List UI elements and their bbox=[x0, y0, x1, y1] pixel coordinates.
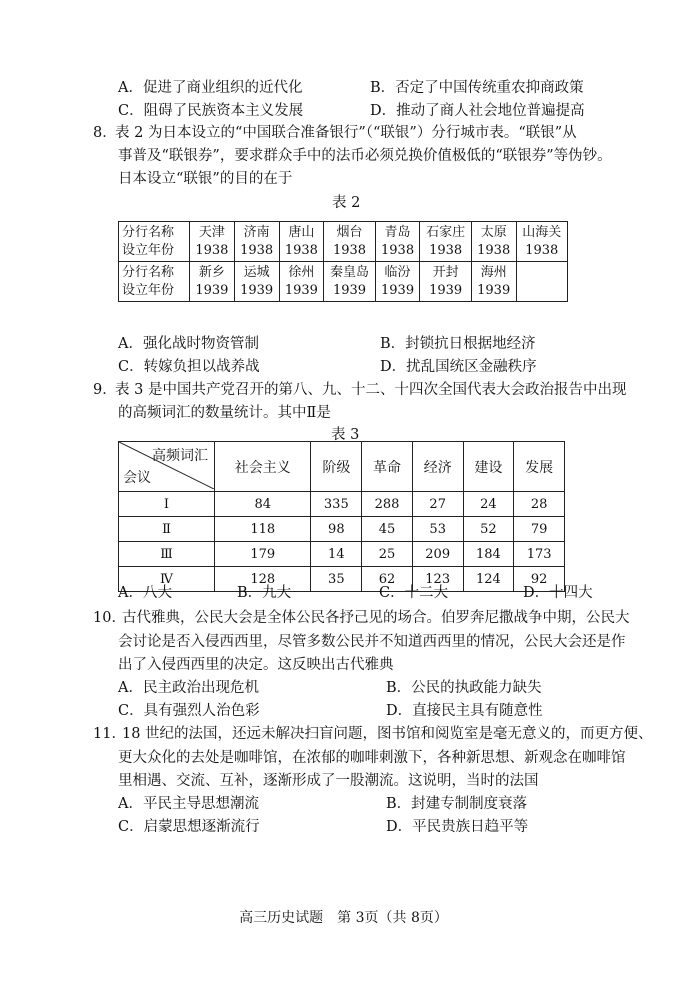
q11-option-c: C．启蒙思想逐渐流行 bbox=[118, 819, 260, 835]
table-row bbox=[119, 517, 565, 542]
column-header: 革命 bbox=[362, 442, 413, 492]
table-cell: 烟台 1938 bbox=[324, 222, 375, 262]
q10-options-row-1 bbox=[118, 676, 638, 698]
table-cell: 济南 1938 bbox=[234, 222, 279, 262]
column-header: 阶级 bbox=[311, 442, 362, 492]
q10-stem-line-3: 出了入侵西西里的决定。这反映出古代雅典 bbox=[118, 657, 394, 673]
q7-option-b: B．否定了中国传统重农抑商政策 bbox=[370, 80, 584, 96]
q11-options-row-2 bbox=[118, 815, 638, 837]
q11-options-row-1 bbox=[118, 792, 638, 814]
page-footer: 高三历史试题 第 3页（共 8页） bbox=[239, 910, 448, 926]
table-cell: 84 bbox=[215, 492, 311, 517]
q9-option-a: A．八大 bbox=[118, 585, 172, 601]
column-header: 经济 bbox=[412, 442, 463, 492]
q11-stem-line-2: 更大众化的去处是咖啡馆，在浓郁的咖啡刺激下，各种新思想、新观念在咖啡馆 bbox=[118, 750, 626, 766]
table-cell: 唐山 1938 bbox=[279, 222, 324, 262]
table-cell: 53 bbox=[412, 517, 463, 542]
table-row bbox=[119, 542, 565, 567]
q8-options-row-2 bbox=[118, 355, 638, 377]
table-cell: 79 bbox=[514, 517, 565, 542]
table-cell: 52 bbox=[463, 517, 514, 542]
table-header-row bbox=[119, 442, 565, 492]
q9-options-row bbox=[118, 581, 598, 603]
q8-stem-line-1: 表 2 为日本设立的“中国联合准备银行”（“联银”）分行城市表。“联银”从 bbox=[115, 125, 577, 141]
q10-stem-line-2: 会讨论是否入侵西西里，尽管多数公民并不知道西西里的情况，公民大会还是作 bbox=[118, 634, 626, 650]
q10-option-a: A．民主政治出现危机 bbox=[118, 680, 259, 696]
row-header: 分行名称 设立年份 bbox=[119, 262, 190, 302]
q10-options-row-2 bbox=[118, 699, 638, 721]
table-cell: 62 bbox=[362, 567, 413, 592]
table-cell: 石家庄 1938 bbox=[420, 222, 471, 262]
column-header: 建设 bbox=[463, 442, 514, 492]
table-cell: 24 bbox=[463, 492, 514, 517]
table-cell: 35 bbox=[311, 567, 362, 592]
q8-option-c: C．转嫁负担以战养战 bbox=[118, 359, 260, 375]
q8-option-d: D．扰乱国统区金融秩序 bbox=[380, 359, 537, 375]
diagonal-header-cell bbox=[119, 442, 215, 492]
row-label: Ⅲ bbox=[119, 542, 215, 567]
q11-stem-line-3: 里相遇、交流、互补，逐渐形成了一股潮流。这说明，当时的法国 bbox=[118, 773, 539, 789]
table-cell: 临汾 1939 bbox=[375, 262, 420, 302]
table-cell: 288 bbox=[362, 492, 413, 517]
q11-stem-line-1: 18 世纪的法国，还远未解决扫盲问题，图书馆和阅览室是毫无意义的，而更方便、 bbox=[122, 726, 653, 742]
q10-option-d: D．直接民主具有随意性 bbox=[386, 703, 543, 719]
table-cell: 青岛 1938 bbox=[375, 222, 420, 262]
q9-option-b: B．九大 bbox=[237, 585, 292, 601]
q9-stem-line-2: 的高频词汇的数量统计。其中Ⅱ是 bbox=[118, 405, 331, 421]
table-cell: 秦皇岛 1939 bbox=[324, 262, 375, 302]
q7-option-a: A．促进了商业组织的近代化 bbox=[118, 80, 303, 96]
q7-option-d: D．推动了商人社会地位普遍提高 bbox=[370, 103, 585, 119]
q7-options-row-2 bbox=[118, 99, 638, 121]
q11-option-d: D．平民贵族日趋平等 bbox=[386, 819, 529, 835]
q8-stem-line-3: 日本设立“联银”的目的在于 bbox=[118, 171, 293, 187]
q8-stem-line-2: 事普及“联银券”，要求群众手中的法币必须兑换价值极低的“联银券”等伪钞。 bbox=[118, 148, 612, 164]
table-cell: 运城 1939 bbox=[234, 262, 279, 302]
table-row bbox=[119, 222, 568, 262]
table-cell: 124 bbox=[463, 567, 514, 592]
table-row bbox=[119, 262, 568, 302]
table-2-title: 表 2 bbox=[332, 195, 361, 211]
table-cell: 海州 1939 bbox=[471, 262, 516, 302]
table-cell: 128 bbox=[215, 567, 311, 592]
table-cell-empty bbox=[516, 262, 567, 302]
table-cell: 179 bbox=[215, 542, 311, 567]
q11-number: 11． bbox=[93, 726, 126, 742]
q10-stem-line-1: 古代雅典，公民大会是全体公民各抒己见的场合。伯罗奔尼撒战争中期，公民大 bbox=[122, 610, 630, 626]
column-header: 社会主义 bbox=[215, 442, 311, 492]
table-row bbox=[119, 492, 565, 517]
table-cell: 209 bbox=[412, 542, 463, 567]
q8-option-a: A．强化战时物资管制 bbox=[118, 336, 259, 352]
row-header: 分行名称 设立年份 bbox=[119, 222, 190, 262]
table-cell: 徐州 1939 bbox=[279, 262, 324, 302]
q11-option-a: A．平民主导思想潮流 bbox=[118, 796, 259, 812]
q7-options-row-1 bbox=[118, 76, 638, 98]
table-cell: 335 bbox=[311, 492, 362, 517]
corner-label-top: 高频词汇 bbox=[152, 448, 208, 464]
table-cell: 45 bbox=[362, 517, 413, 542]
q11-option-b: B．封建专制制度衰落 bbox=[386, 796, 528, 812]
table-cell: 184 bbox=[463, 542, 514, 567]
q9-option-d: D．十四大 bbox=[523, 585, 593, 601]
table-cell: 新乡 1939 bbox=[190, 262, 235, 302]
column-header: 发展 bbox=[514, 442, 565, 492]
row-label: Ⅳ bbox=[119, 567, 215, 592]
table-cell: 118 bbox=[215, 517, 311, 542]
table-cell: 山海关 1938 bbox=[516, 222, 567, 262]
table-cell: 123 bbox=[412, 567, 463, 592]
q9-number: 9． bbox=[93, 382, 117, 398]
table-cell: 天津 1938 bbox=[190, 222, 235, 262]
table-cell: 92 bbox=[514, 567, 565, 592]
q10-option-c: C．具有强烈人治色彩 bbox=[118, 703, 260, 719]
table-2-branch-cities bbox=[118, 221, 568, 302]
table-cell: 25 bbox=[362, 542, 413, 567]
q8-number: 8． bbox=[93, 125, 117, 141]
q8-option-b: B．封锁抗日根据地经济 bbox=[380, 336, 536, 352]
table-cell: 28 bbox=[514, 492, 565, 517]
q9-stem-line-1: 表 3 是中国共产党召开的第八、九、十二、十四次全国代表大会政治报告中出现 bbox=[115, 382, 627, 398]
row-label: Ⅱ bbox=[119, 517, 215, 542]
table-cell: 173 bbox=[514, 542, 565, 567]
table-cell: 14 bbox=[311, 542, 362, 567]
table-cell: 开封 1939 bbox=[420, 262, 471, 302]
row-label: Ⅰ bbox=[119, 492, 215, 517]
q10-option-b: B．公民的执政能力缺失 bbox=[386, 680, 542, 696]
table-3-title: 表 3 bbox=[331, 427, 360, 443]
q8-options-row-1 bbox=[118, 332, 638, 354]
q7-option-c: C．阻碍了民族资本主义发展 bbox=[118, 103, 304, 119]
table-cell: 太原 1938 bbox=[471, 222, 516, 262]
q10-number: 10． bbox=[93, 610, 126, 626]
table-cell: 98 bbox=[311, 517, 362, 542]
table-3-word-frequency bbox=[118, 441, 565, 592]
q9-option-c: C．十二大 bbox=[379, 585, 449, 601]
table-cell: 27 bbox=[412, 492, 463, 517]
corner-label-bottom: 会议 bbox=[123, 470, 151, 486]
